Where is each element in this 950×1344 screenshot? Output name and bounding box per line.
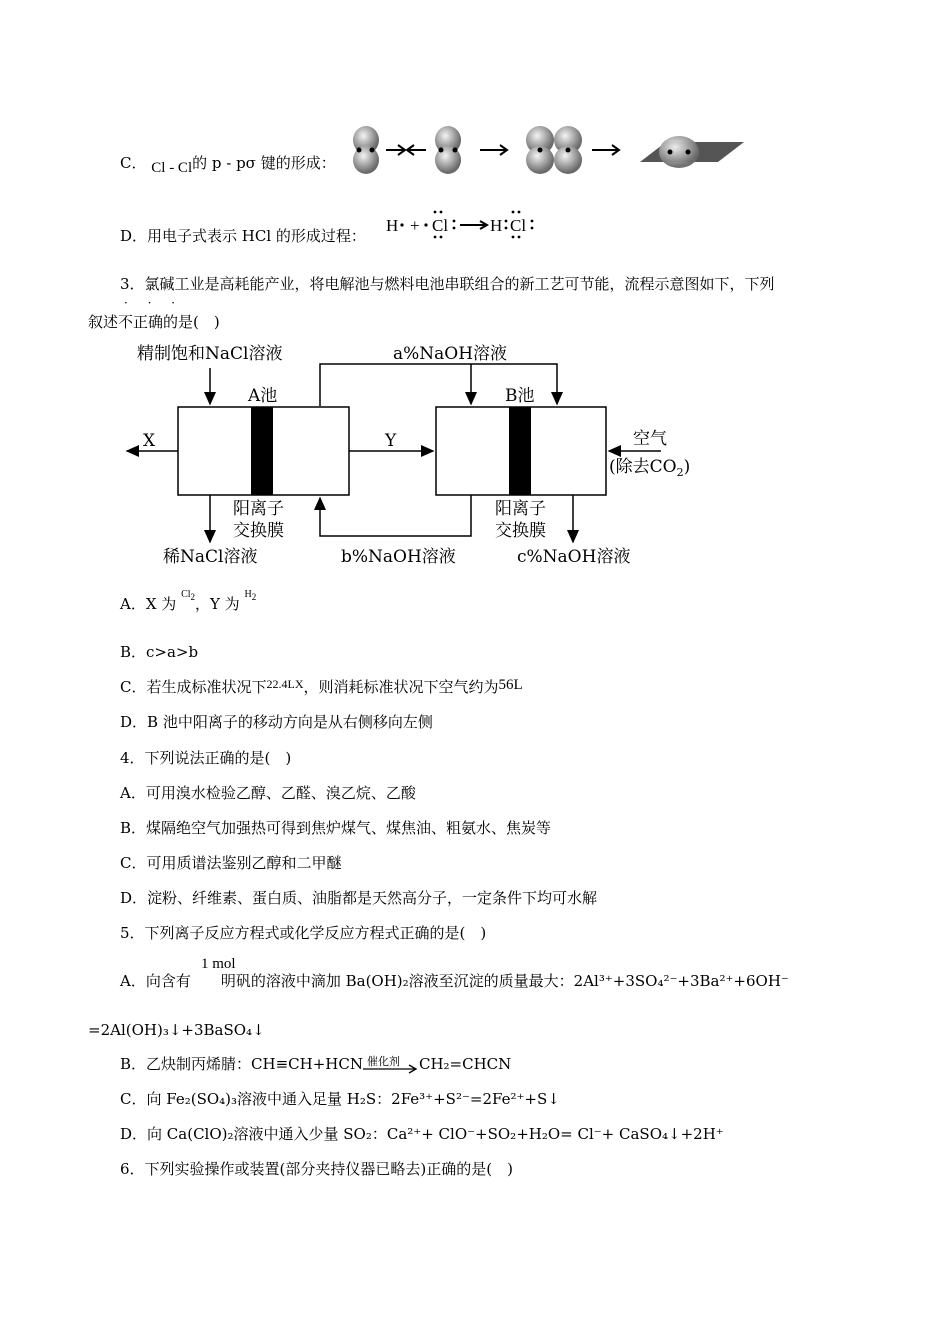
question-text: 6．下列实验操作或装置(部分夹持仪器已略去)正确的是( ) xyxy=(120,1160,513,1178)
option-text: A．向含有 xyxy=(120,972,191,990)
option-text: A．可用溴水检验乙醇、乙醛、溴乙烷、乙酸 xyxy=(120,784,416,802)
pool-b-label: B池 xyxy=(505,386,535,406)
h-atom: H xyxy=(386,216,399,235)
q2-option-c xyxy=(120,153,336,174)
q3-stem-line2 xyxy=(88,312,220,332)
q3-option-a xyxy=(120,589,257,619)
option-text: D．用电子式表示 HCl 的形成过程： xyxy=(120,227,366,245)
orbital-overlap-icon xyxy=(526,126,582,174)
pool-a-label: A池 xyxy=(248,386,278,406)
product-formula: CH₂=CHCN xyxy=(418,1055,512,1073)
membrane-b-label-2: 交换膜 xyxy=(495,521,546,541)
volume-value: 22.4LX xyxy=(266,677,304,691)
q5-option-a-cont xyxy=(88,1020,265,1040)
option-text: B．乙炔制丙烯腈：CH≡CH+HCN xyxy=(120,1055,363,1073)
cl2-formula: Cl2 xyxy=(181,589,196,602)
air-volume-value: 56L xyxy=(498,677,523,693)
option-text: B．煤隔绝空气加强热可得到焦炉煤气、煤焦油、粗氨水、焦炭等 xyxy=(120,819,552,837)
y-label: Y xyxy=(385,431,397,451)
cl-atom: Cl xyxy=(432,216,449,235)
q5-option-b xyxy=(120,1054,511,1074)
c-naoh-label: c%NaOH溶液 xyxy=(517,547,631,567)
membrane-a-label-2: 交换膜 xyxy=(233,521,284,541)
option-text: ，则消耗标准状况下空气约为 xyxy=(303,678,499,696)
option-text: ，Y 为 xyxy=(195,595,240,613)
q5-stem xyxy=(120,923,486,943)
dilute-nacl-label: 稀NaCl溶液 xyxy=(163,547,258,567)
orbital-1-icon xyxy=(353,126,379,174)
option-text: C．可用质谱法鉴别乙醇和二甲醚 xyxy=(120,854,342,872)
q2-option-d xyxy=(120,226,366,246)
question-text: 叙述不正确的是( ) xyxy=(88,313,220,331)
cl-cl-formula: Cl - Cl xyxy=(151,160,193,176)
q3-option-d xyxy=(120,712,433,732)
air-label: 空气 xyxy=(633,429,667,449)
electrolysis-flow-diagram xyxy=(115,338,715,574)
option-text: 明矾的溶液中滴加 Ba(OH)₂溶液至沉淀的质量最大：2Al³⁺+3SO₄²⁻+3Ba²⁺+6OH⁻ xyxy=(220,972,789,990)
q5-option-c xyxy=(120,1089,560,1109)
q4-option-c xyxy=(120,853,341,873)
option-text: D．向 Ca(ClO)₂溶液中通入少量 SO₂：Ca²⁺+ ClO⁻+SO₂+H₂O= Cl⁻+ CaSO₄↓+2H⁺ xyxy=(120,1125,724,1143)
x-label: X xyxy=(143,431,156,451)
a-naoh-label: a%NaOH溶液 xyxy=(393,344,508,364)
q3-option-b xyxy=(120,642,198,662)
question-text: 4．下列说法正确的是( ) xyxy=(120,749,292,767)
q4-stem xyxy=(120,748,291,768)
q3-stem xyxy=(120,274,775,294)
option-text: A．X 为 xyxy=(120,595,177,613)
option-label: C． xyxy=(120,154,147,172)
q5-option-a xyxy=(120,971,789,991)
option-text: C．若生成标准状况下 xyxy=(120,678,267,696)
membrane-a xyxy=(251,407,273,495)
h2-formula: H2 xyxy=(244,589,257,602)
q4-option-a xyxy=(120,783,416,803)
membrane-b-label-1: 阳离子 xyxy=(495,499,546,519)
feed-label: 精制饱和NaCl溶液 xyxy=(137,344,283,364)
option-text: D．B 池中阳离子的移动方向是从右侧移向左侧 xyxy=(120,713,433,731)
q5-option-d xyxy=(120,1124,724,1144)
cl-atom-product: Cl xyxy=(510,216,527,235)
option-text: B．c>a>b xyxy=(120,643,199,661)
question-text: 5．下列离子反应方程式或化学反应方程式正确的是( ) xyxy=(120,924,487,942)
emphasis-dots: · · · xyxy=(124,296,184,310)
q6-stem xyxy=(120,1159,513,1179)
option-text: D．淀粉、纤维素、蛋白质、油脂都是天然高分子，一定条件下均可水解 xyxy=(120,889,598,907)
membrane-b xyxy=(509,407,531,495)
mol-value: 1 mol xyxy=(201,956,236,972)
membrane-a-label-1: 阳离子 xyxy=(233,499,284,519)
q3-option-c xyxy=(120,677,523,698)
orbital-2-icon xyxy=(435,126,461,174)
q4-option-d xyxy=(120,888,597,908)
option-text: =2Al(OH)₃↓+3BaSO₄↓ xyxy=(88,1021,265,1039)
hcl-electron-formula xyxy=(384,206,544,242)
q4-option-b xyxy=(120,818,551,838)
option-text: 的 p - pσ 键的形成： xyxy=(192,154,336,172)
option-text: C．向 Fe₂(SO₄)₃溶液中通入足量 H₂S：2Fe³⁺+S²⁻=2Fe²⁺+S↓ xyxy=(120,1090,560,1108)
plus-sign: + xyxy=(410,216,420,235)
sigma-bond-plane-icon xyxy=(640,136,744,168)
catalyst-arrow: 催化剂 xyxy=(363,1056,419,1074)
question-text: 3．氯碱工业是高耗能产业，将电解池与燃料电池串联组合的新工艺可节能，流程示意图如下，下列 xyxy=(120,275,775,293)
air-note-label: (除去$CO_2$) xyxy=(609,457,691,479)
b-naoh-label: b%NaOH溶液 xyxy=(341,547,456,567)
h-atom-product: H xyxy=(490,216,503,235)
p-p-sigma-orbital-figure xyxy=(348,122,748,178)
